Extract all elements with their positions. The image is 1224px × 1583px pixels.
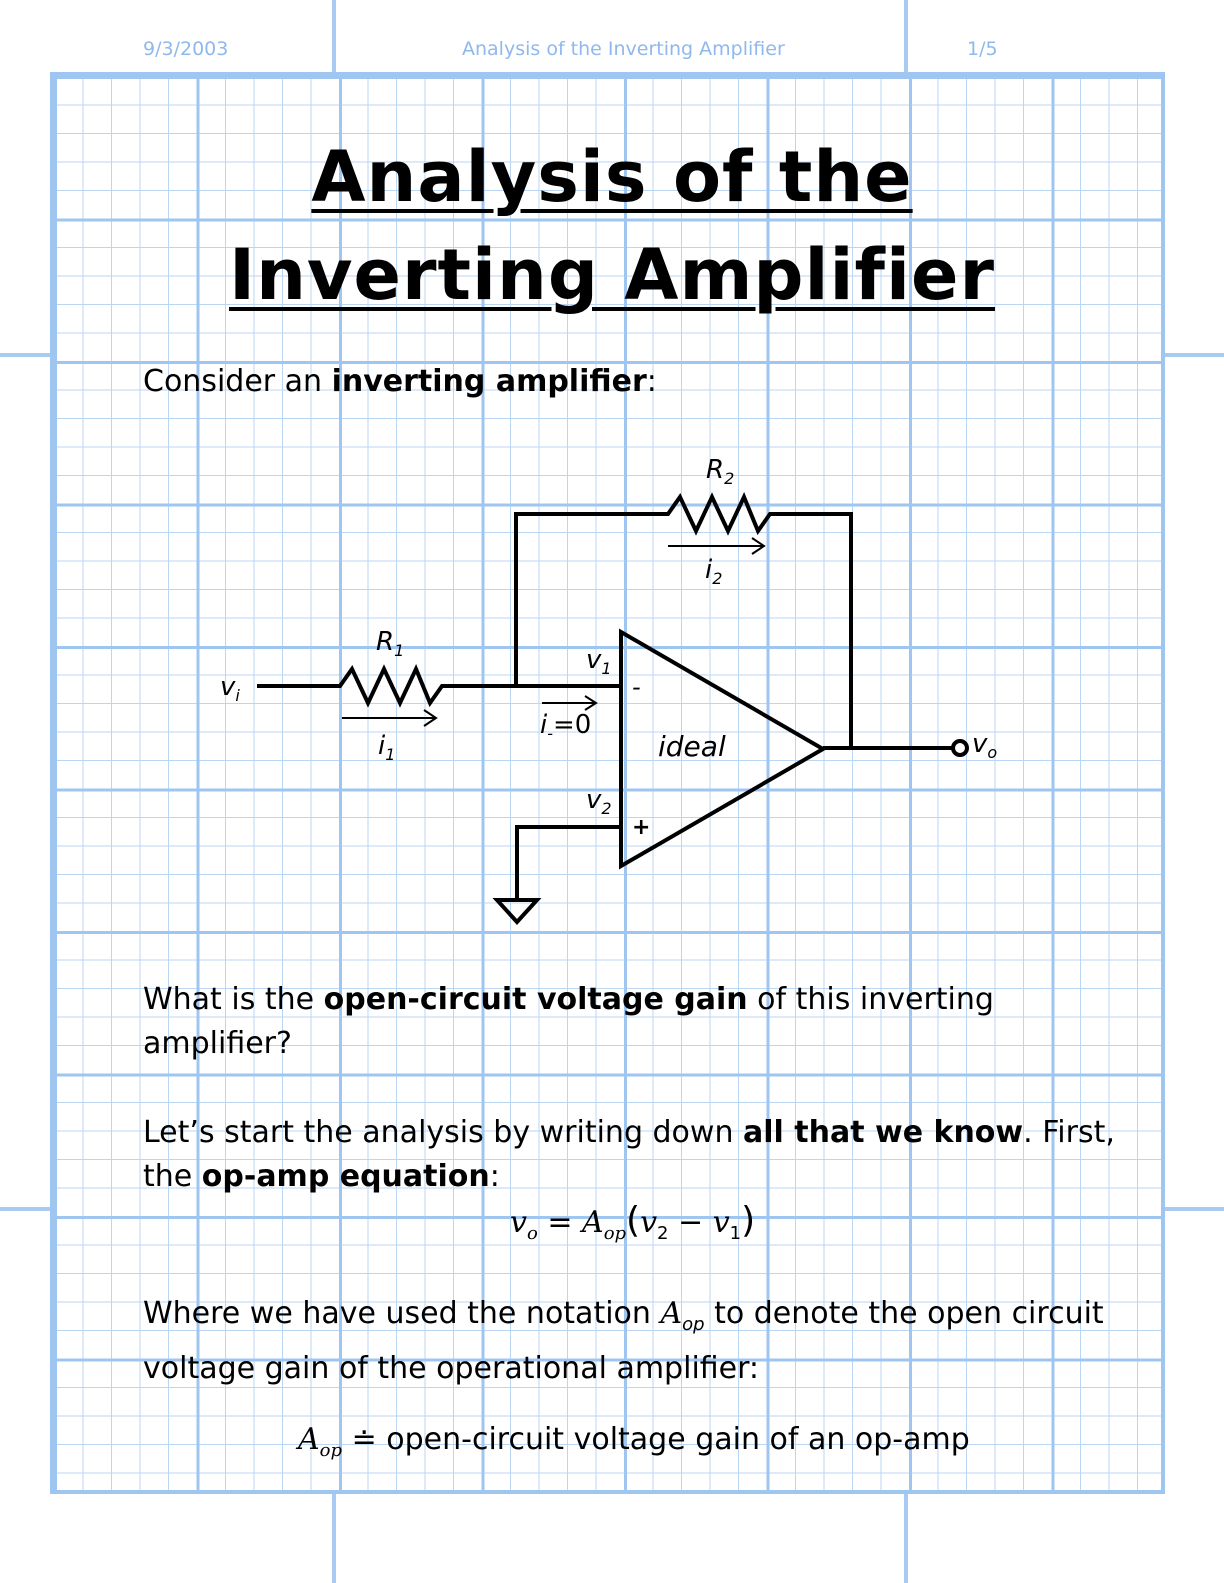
notation-a-sub: op <box>682 1314 705 1335</box>
r2-label: $R_2$ <box>706 455 735 488</box>
notation-post: to denote the open circuit <box>704 1296 1104 1331</box>
i2-label: $i_2$ <box>705 555 723 588</box>
intro-post: : <box>646 364 657 399</box>
aop-definition: $A_{op}$ ≐ open-circuit voltage gain of an op-amp <box>298 1422 970 1461</box>
ground-icon <box>497 900 537 922</box>
start-line2-bold: op-amp equation <box>201 1159 490 1194</box>
input-wire <box>257 669 620 703</box>
start-line2-post: : <box>489 1159 500 1194</box>
intro-pre: Consider an <box>143 364 332 399</box>
start-line2-pre: the <box>143 1159 202 1194</box>
question-pre: What is the <box>143 982 324 1017</box>
start-post: . First, <box>1023 1115 1115 1150</box>
start-pre: Let’s start the analysis by writing down <box>143 1115 743 1150</box>
question-bold: open-circuit voltage gain <box>323 982 748 1017</box>
notation-paragraph <box>143 1292 1104 1391</box>
question-post: of this inverting <box>747 982 994 1017</box>
title-line-2: Inverting Amplifier <box>229 234 995 316</box>
vi-label: $v_i$ <box>220 672 240 705</box>
minus-input-sign: - <box>632 673 641 701</box>
ground-wire <box>517 827 620 900</box>
plus-input-sign: + <box>632 815 651 840</box>
i1-label: $i_1$ <box>378 731 396 764</box>
ideal-label: ideal <box>658 730 726 763</box>
notation-pre: Where we have used the notation <box>143 1296 661 1331</box>
question-paragraph <box>143 978 994 1066</box>
r1-label: $R_1$ <box>376 627 405 660</box>
op-amp-equation: $v_o = A_{op}(v_2 - v_1)$ <box>510 1200 756 1244</box>
header-page-number: 1/5 <box>967 38 998 60</box>
i-minus-label: $i_-=0$ <box>540 710 592 743</box>
title-line-1: Analysis of the <box>311 136 913 218</box>
start-bold: all that we know <box>743 1115 1024 1150</box>
intro-bold: inverting amplifier <box>331 364 647 399</box>
question-line-2: amplifier? <box>143 1026 292 1061</box>
v2-label: $v_2$ <box>586 785 612 818</box>
start-paragraph <box>143 1111 1115 1199</box>
notation-a: A <box>660 1296 683 1331</box>
output-terminal-icon <box>953 741 967 755</box>
header-title: Analysis of the Inverting Amplifier <box>462 38 785 60</box>
v1-label: $v_1$ <box>586 645 612 678</box>
vo-label: $v_o$ <box>972 729 998 762</box>
header-date: 9/3/2003 <box>143 38 229 60</box>
notation-line-2: voltage gain of the operational amplifier: <box>143 1351 760 1386</box>
